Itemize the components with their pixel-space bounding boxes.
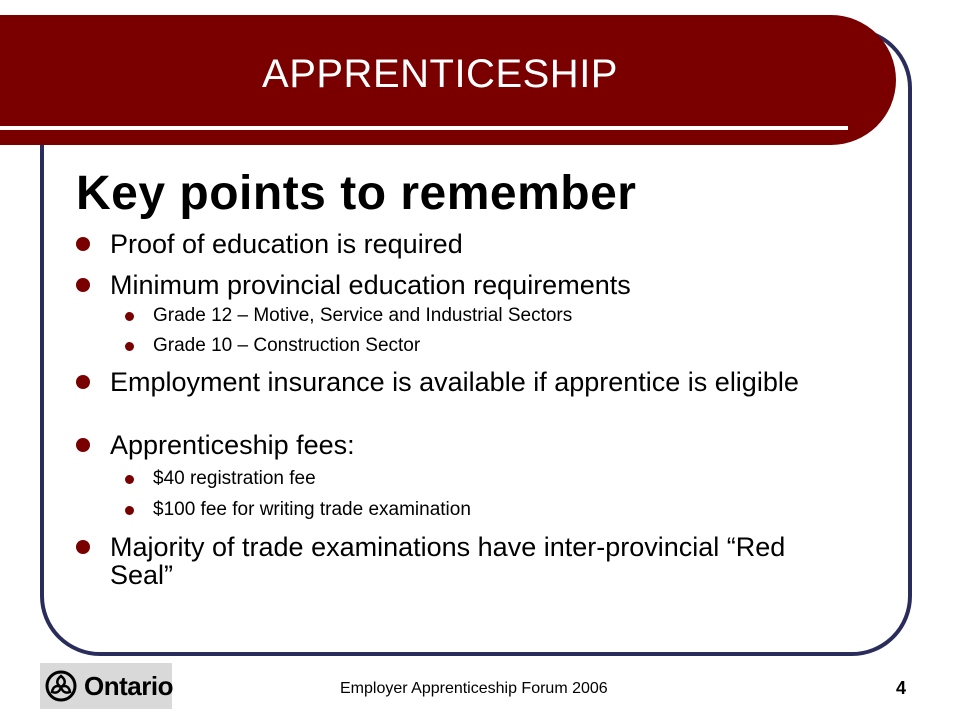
sub-bullet-item [153, 468, 833, 490]
bullet-text: Majority of trade examinations have inter-provincial “Red Seal” [110, 532, 786, 590]
bullet-item [110, 533, 850, 589]
bullet-dot-icon [76, 237, 90, 251]
bullet-text: Employment insurance is available if apprentice is eligible [110, 367, 799, 397]
slide-heading: Key points to remember [76, 167, 637, 220]
bullet-dot-icon [76, 278, 90, 292]
bullet-item [110, 431, 850, 459]
bullet-dot-icon [76, 540, 90, 554]
sub-bullet-item [153, 335, 833, 357]
sub-bullet-item [153, 499, 833, 521]
ontario-logo [40, 663, 172, 709]
bullet-text: Proof of education is required [110, 229, 463, 259]
bullet-text: Apprenticeship fees: [110, 430, 355, 460]
section-title: APPRENTICESHIP [262, 52, 618, 96]
sub-bullet-text: Grade 10 – Construction Sector [153, 335, 421, 356]
bullet-text: Minimum provincial education requirements [110, 270, 631, 300]
logo-text: Ontario [84, 671, 173, 701]
bullet-item [110, 368, 850, 396]
bullet-item [110, 271, 850, 299]
bullet-dot-icon [76, 438, 90, 452]
bullet-item [110, 230, 850, 258]
sub-bullet-text: Grade 12 – Motive, Service and Industrial Sectors [153, 305, 573, 326]
sub-bullet-dot-icon [125, 312, 134, 321]
bullet-dot-icon [76, 375, 90, 389]
sub-bullet-dot-icon [125, 342, 134, 351]
sub-bullet-item [153, 305, 833, 327]
sub-bullet-text: $40 registration fee [153, 468, 316, 489]
sub-bullet-dot-icon [125, 506, 134, 515]
page-number: 4 [896, 678, 907, 698]
trillium-icon [44, 670, 78, 702]
banner-divider-line [0, 126, 848, 130]
sub-bullet-text: $100 fee for writing trade examination [153, 499, 471, 520]
footer-text: Employer Apprenticeship Forum 2006 [340, 680, 608, 697]
sub-bullet-dot-icon [125, 475, 134, 484]
